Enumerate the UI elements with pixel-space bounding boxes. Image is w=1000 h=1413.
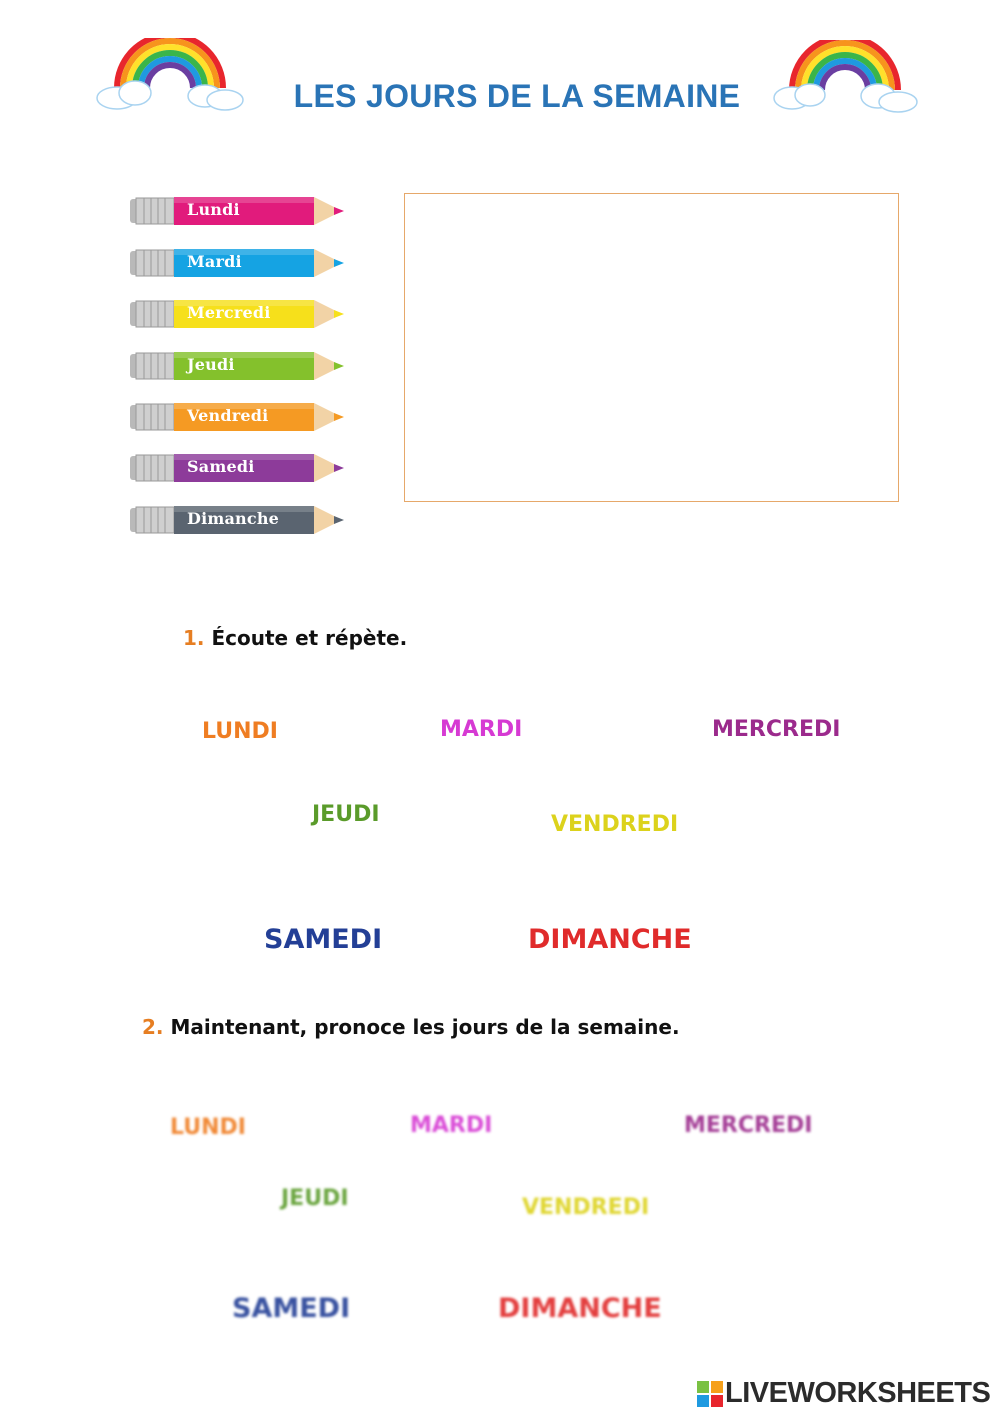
exercise-2-number: 2. — [142, 1015, 164, 1039]
pencil-icon — [130, 348, 352, 384]
pencil-samedi — [130, 450, 352, 486]
pencil-label: Dimanche — [187, 509, 280, 528]
ex1-day-samedi: SAMEDI — [264, 924, 383, 955]
exercise-1-number: 1. — [183, 626, 205, 650]
ex2-day-jeudi: JEUDI — [281, 1186, 349, 1211]
exercise-1-text: Écoute et répète. — [211, 626, 408, 650]
page-title: LES JOURS DE LA SEMAINE — [293, 78, 741, 114]
ex2-day-dimanche: DIMANCHE — [498, 1293, 662, 1324]
pencil-label: Jeudi — [187, 355, 235, 374]
ex1-day-lundi: LUNDI — [202, 719, 278, 744]
ex1-day-mardi: MARDI — [440, 717, 523, 742]
pencil-dimanche — [130, 502, 352, 538]
ex2-day-mardi: MARDI — [410, 1113, 493, 1138]
pencil-label: Mercredi — [187, 303, 271, 322]
ex2-day-mercredi: MERCREDI — [684, 1113, 813, 1138]
pencil-lundi — [130, 193, 352, 229]
liveworksheets-logo-text: LIVEWORKSHEETS — [725, 1377, 991, 1409]
ex2-day-vendredi: VENDREDI — [522, 1195, 650, 1220]
pencil-jeudi — [130, 348, 352, 384]
exercise-2-instruction — [142, 1015, 680, 1039]
pencil-mardi — [130, 245, 352, 281]
liveworksheets-logo-icon — [697, 1381, 723, 1407]
pencil-label: Lundi — [187, 200, 240, 219]
ex1-day-mercredi: MERCREDI — [712, 717, 841, 742]
ex1-day-dimanche: DIMANCHE — [528, 924, 692, 955]
exercise-1-instruction — [183, 626, 407, 650]
exercise-2-text: Maintenant, pronoce les jours de la semaine. — [170, 1015, 680, 1039]
ex1-day-vendredi: VENDREDI — [551, 812, 679, 837]
pencil-vendredi — [130, 399, 352, 435]
pencil-mercredi — [130, 296, 352, 332]
ex1-day-jeudi: JEUDI — [312, 802, 380, 827]
pencil-label: Mardi — [187, 252, 242, 271]
ex2-day-samedi: SAMEDI — [232, 1293, 351, 1324]
pencil-icon — [130, 193, 352, 229]
ex2-day-lundi: LUNDI — [170, 1115, 246, 1140]
pencil-label: Vendredi — [187, 406, 269, 425]
pencil-label: Samedi — [187, 457, 255, 476]
picture-frame — [404, 193, 899, 502]
